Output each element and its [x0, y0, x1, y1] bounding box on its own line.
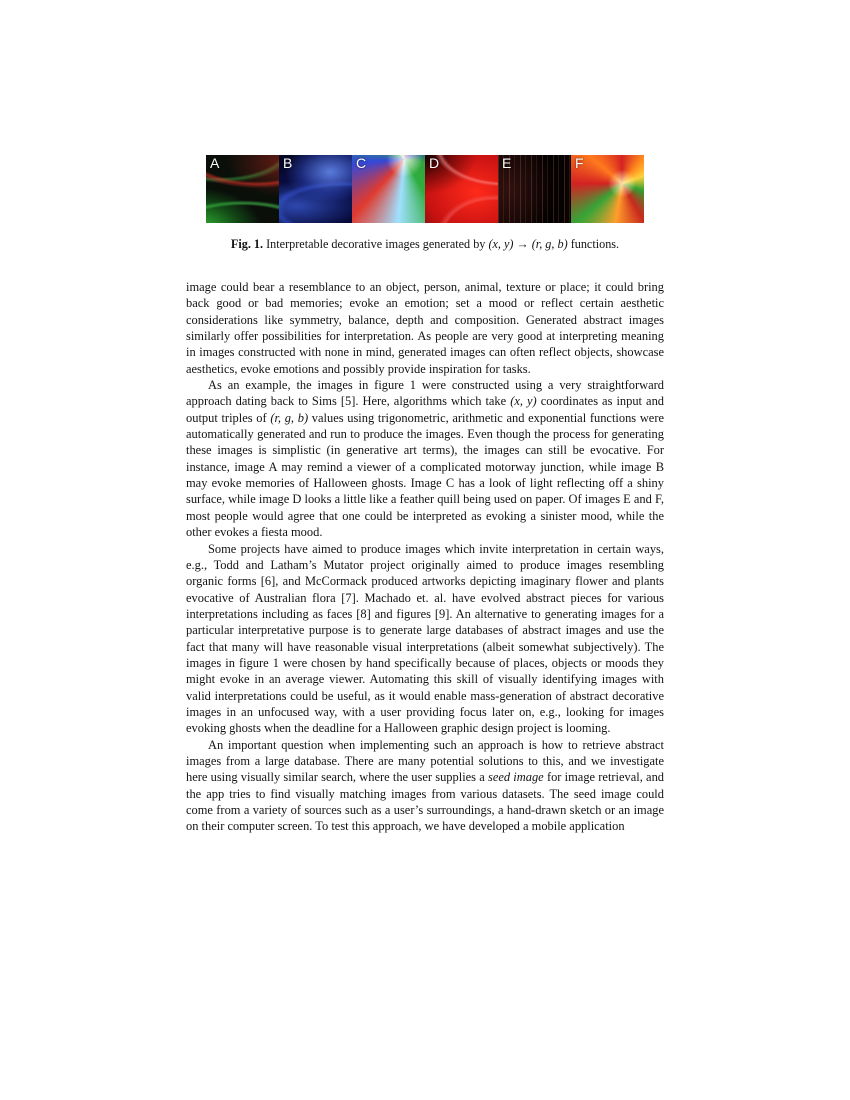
page-content: [186, 155, 664, 835]
paragraph-1: image could bear a resemblance to an object, person, animal, texture or place; it could bring back good or bad memories; evoke an emotion; set a mood or reflect certain aesthetic considerations like symmetry, balance, depth and composition. Generated abstract images similarly offer possibilities for interpretation. As people are very good at interpreting meaning in images constructed with none in mind, generated images can often reflect objects, showcase aesthetics, evoke emotions and possibly provide inspiration for tasks.: [186, 280, 664, 376]
figure-panel-e: [498, 155, 571, 223]
panel-label-d: D: [429, 155, 440, 171]
panel-label-c: C: [356, 155, 367, 171]
figure-caption-text: Interpretable decorative images generated by (x, y) → (r, g, b) functions.: [263, 237, 620, 251]
figure-1-image-strip: [206, 155, 644, 223]
body-text: [186, 279, 664, 835]
figure-panel-d: [425, 155, 498, 223]
figure-caption-prefix: Fig. 1.: [230, 237, 264, 251]
paragraph-4: An important question when implementing such an approach is how to retrieve abstract images from a large database. There are many potential solutions to this, and we investigate here using visually similar search, where the user supplies a seed image for image retrieval, and the app tries to find visually matching images from various datasets. The seed image could come from a variety of sources such as a user’s surroundings, a hand-drawn sketch or an image on their computer screen. To test this approach, we have developed a mobile application: [186, 737, 665, 834]
figure-1-caption: [186, 236, 664, 252]
figure-panel-b: [279, 155, 352, 223]
figure-panel-a: [206, 155, 279, 223]
panel-label-b: B: [283, 155, 293, 171]
paragraph-3: Some projects have aimed to produce images which invite interpretation in certain ways, e.g., Todd and Latham’s Mutator project originally aimed to produce images resembling organic forms [6], and McCormack produced artworks depicting imaginary flower and plants evocative of Australian flora [7]. Machado et. al. have evolved abstract pieces for various interpretations including as faces [8] and figures [9]. An alternative to generating images for a particular interpretative purpose is to generate large databases of abstract images and use the fact that many will have reasonable visual interpretations (albeit somewhat subjectively). The images in figure 1 were chosen by hand specifically because of places, objects or moods they might evoke in an average viewer. Automating this skill of visually identifying images with valid interpretations could be useful, as it would enable mass-generation of abstract decorative images in an unfocused way, with a user providing focus later on, e.g., looking for images evoking ghosts when the deadline for a Halloween graphic design project is looming.: [186, 541, 664, 736]
panel-label-a: A: [210, 155, 220, 171]
figure-panel-c: [352, 155, 425, 223]
paragraph-2: As an example, the images in figure 1 were constructed using a very straightforward approach dating back to Sims [5]. Here, algorithms which take (x, y) coordinates as input and output triples of (r, g, b) values using trigonometric, arithmetic and exponential functions were automatically generated and run to produce the images. Even though the process for generating these images is simplistic (in generative art terms), the images can still be evocative. For instance, image A may remind a viewer of a complicated motorway junction, while image B may evoke memories of Halloween ghosts. Image C has a look of light reflecting off a shiny surface, while image D looks a little like a feather quill being used on paper. Of images E and F, most people would agree that one could be interpreted as evoking a sinister mood, while the other evokes a fiesta mood.: [186, 378, 665, 540]
figure-panel-f: [571, 155, 644, 223]
panel-label-f: F: [575, 155, 584, 171]
figure-1: [186, 155, 664, 252]
panel-label-e: E: [502, 155, 512, 171]
